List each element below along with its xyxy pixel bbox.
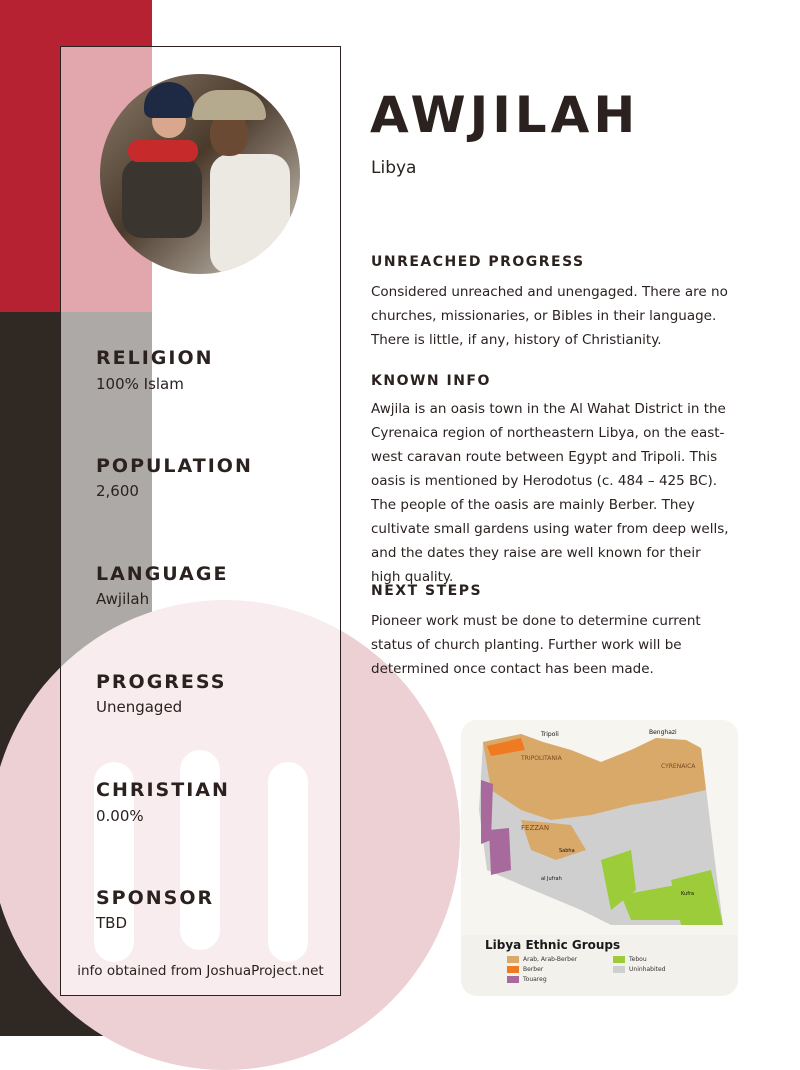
ethnic-map xyxy=(461,720,738,996)
map-place-label: Tripoli xyxy=(541,731,559,738)
section-body-next-steps: Pioneer work must be done to determine current status of church planting. Further work will be determined once contact has been made. xyxy=(371,613,701,677)
legend-swatch xyxy=(613,966,625,973)
map-place-label: al Jufrah xyxy=(541,876,562,882)
libya-map-graphic xyxy=(461,720,738,935)
source-credit: info obtained from JoshuaProject.net xyxy=(77,963,324,979)
legend-label: Berber xyxy=(523,966,544,973)
country-name: Libya xyxy=(371,158,417,178)
language-label: LANGUAGE xyxy=(96,563,229,585)
decor-pill xyxy=(268,762,308,962)
population-label: POPULATION xyxy=(96,455,253,477)
map-place-label: FEZZAN xyxy=(521,824,550,832)
legend-swatch xyxy=(507,966,519,973)
map-place-label: TRIPOLITANIA xyxy=(521,755,562,762)
profile-photo xyxy=(100,74,300,274)
section-body-unreached: Considered unreached and unengaged. There are no churches, missionaries, or Bibles in their language. There is little, if any, history of Christianity. xyxy=(371,284,728,348)
legend-swatch xyxy=(613,956,625,963)
christian-label: CHRISTIAN xyxy=(96,779,230,801)
section-heading-next-steps: NEXT STEPS xyxy=(371,583,483,599)
legend-label: Uninhabited xyxy=(629,966,666,973)
section-heading-unreached: UNREACHED PROGRESS xyxy=(371,254,585,270)
map-place-label: Benghazi xyxy=(649,729,677,736)
legend-label: Touareg xyxy=(523,976,547,983)
map-title: Libya Ethnic Groups xyxy=(485,938,621,952)
progress-value: Unengaged xyxy=(96,698,183,716)
section-heading-known-info: KNOWN INFO xyxy=(371,373,491,389)
sponsor-label: SPONSOR xyxy=(96,887,215,909)
legend-swatch xyxy=(507,976,519,983)
map-place-label: Kufra xyxy=(681,891,695,897)
progress-label: PROGRESS xyxy=(96,671,227,693)
legend-label: Tebou xyxy=(629,956,647,963)
population-value: 2,600 xyxy=(96,482,139,500)
map-legend xyxy=(507,956,727,986)
map-place-label: CYRENAICA xyxy=(661,763,696,770)
christian-value: 0.00% xyxy=(96,807,144,825)
page-title: AWJILAH xyxy=(370,86,640,144)
language-value: Awjilah xyxy=(96,590,150,608)
legend-label: Arab, Arab-Berber xyxy=(523,956,578,963)
legend-swatch xyxy=(507,956,519,963)
religion-value: 100% Islam xyxy=(96,375,184,393)
religion-label: RELIGION xyxy=(96,347,214,369)
sponsor-value: TBD xyxy=(96,914,128,932)
map-place-label: Sabha xyxy=(559,848,575,854)
section-body-known-info: Awjila is an oasis town in the Al Wahat District in the Cyrenaica region of northeastern Libya, on the east-west caravan route between Egypt and Tripoli. This oasis is mentioned by Herodotus (c. 484 – 425 BC). The people of the oasis are mainly Berber. They cultivate small gardens using water from deep wells, and the dates they raise are well known for their high quality. xyxy=(371,401,729,585)
